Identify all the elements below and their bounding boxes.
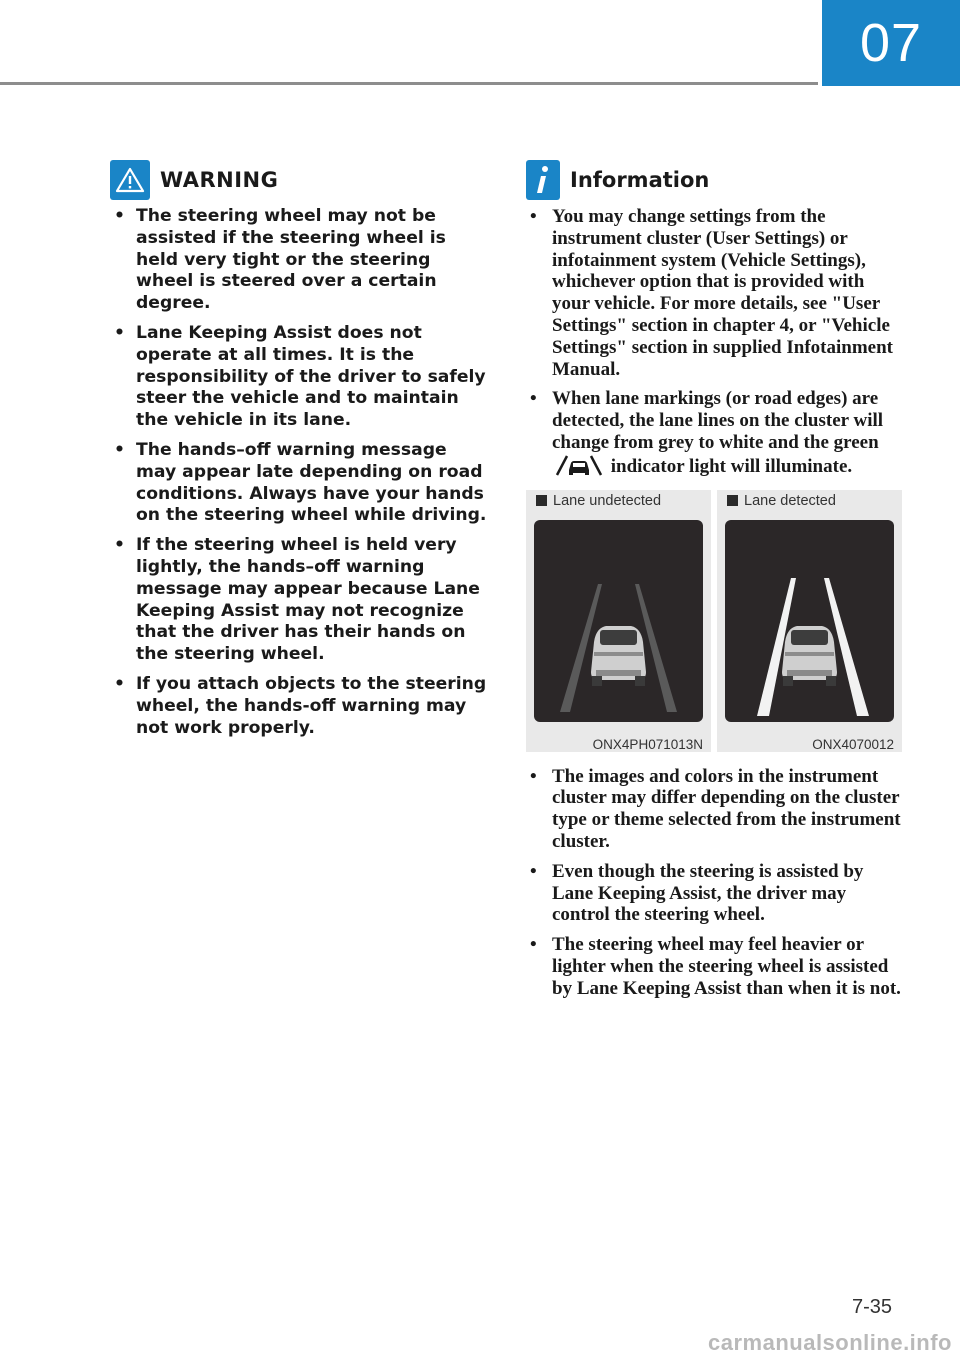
square-bullet-icon [727,495,738,506]
figure-lane-undetected [526,490,711,752]
watermark: carmanualsonline.info [708,1330,952,1355]
information-item: • The steering wheel may feel heavier or lighter when the steering wheel is assisted by Lane Keeping Assist than when it is not. [526,934,902,999]
car-rear-icon [782,626,837,686]
info-icon [526,160,560,200]
lane-keeping-indicator-icon [554,454,604,482]
information-item: • The images and colors in the instrument cluster may differ depending on the cluster type or theme selected from the instrument cluster. [526,766,902,853]
warning-section [110,158,490,747]
cluster-screen-detected [725,520,894,722]
warning-title: WARNING [160,168,279,192]
chapter-number: 07 [859,13,923,73]
information-list-2 [526,766,902,1000]
information-list [526,206,902,482]
figure-code: ONX4070012 [812,736,894,752]
warning-item: • Lane Keeping Assist does not operate at all times. It is the responsibility of the driver to safely steer the vehicle and to maintain the vehicle in its lane. [110,323,490,432]
cluster-figures [526,490,902,752]
cluster-screen-undetected [534,520,703,722]
information-item: • You may change settings from the instrument cluster (User Settings) or infotainment system (Vehicle Settings), whichever option that is provided with your vehicle. For more details, see "User Settings" section in chapter 4, or "Vehicle Settings" section in supplied Infotainment Manual. [526,206,902,380]
square-bullet-icon [536,495,547,506]
information-item-text: indicator light will illuminate. [610,455,853,477]
warning-list [110,206,490,739]
figure-code: ONX4PH071013N [592,736,703,752]
information-item: • Even though the steering is assisted by Lane Keeping Assist, the driver may control the steering wheel. [526,861,902,926]
warning-item: • If the steering wheel is held very lightly, the hands–off warning message may appear because Lane Keeping Assist may not recognize that the driver has their hands on the steering wheel. [110,535,490,666]
warning-item: • If you attach objects to the steering wheel, the hands-off warning may not work properly. [110,674,490,739]
figure-caption: Lane undetected [536,493,661,509]
warning-item: • The hands–off warning message may appear late depending on road conditions. Always have your hands on the steering wheel while driving. [110,440,490,527]
information-title: Information [570,168,710,192]
header-rule [0,82,818,85]
information-heading [526,158,902,202]
chapter-tab [822,0,960,86]
figure-caption: Lane detected [727,493,836,509]
information-item [526,388,902,481]
information-item-text: When lane markings (or road edges) are detected, the lane lines on the cluster will change from grey to white and the green [552,388,884,453]
page-number: 7-35 [852,1296,893,1318]
warning-icon [110,160,150,200]
car-rear-icon [591,626,646,686]
warning-heading [110,158,490,202]
figure-lane-detected [717,490,902,752]
information-section [526,158,902,1008]
warning-item: • The steering wheel may not be assisted if the steering wheel is held very tight or the steering wheel is steered over a certain degree. [110,206,490,315]
